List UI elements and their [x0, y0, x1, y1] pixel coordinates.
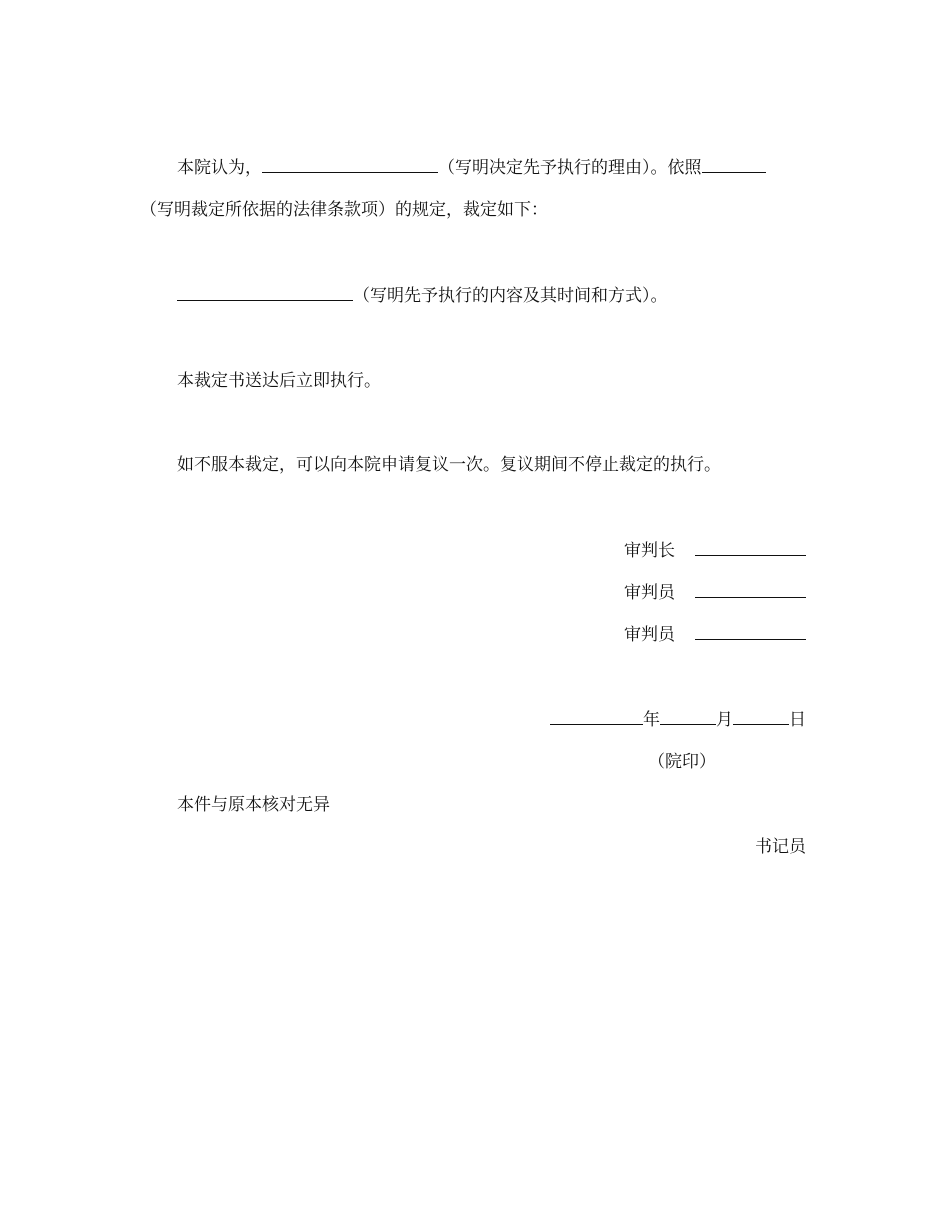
verification-text: 本件与原本核对无异	[177, 795, 330, 815]
signature-blank	[695, 623, 806, 640]
seal-text: （院印）	[648, 752, 716, 772]
signature-role: 审判长	[624, 541, 675, 561]
year-label: 年	[643, 710, 660, 730]
clerk-label	[755, 836, 806, 858]
verification-note	[177, 794, 330, 816]
signature-role: 审判员	[624, 625, 675, 645]
execution-text: 本裁定书送达后立即执行。	[177, 371, 381, 391]
reason-lead: 本院认为，	[177, 158, 262, 178]
court-seal	[648, 751, 716, 773]
law-note: （写明裁定所依据的法律条款项）的规定，裁定如下：	[140, 200, 548, 220]
reason-blank	[262, 156, 438, 173]
paragraph-reason-line2	[140, 199, 548, 221]
content-note: （写明先予执行的内容及其时间和方式）。	[353, 286, 668, 306]
signature-judge-2	[624, 623, 806, 646]
day-label: 日	[789, 710, 806, 730]
signature-blank	[695, 581, 806, 598]
signature-role: 审判员	[624, 583, 675, 603]
paragraph-review	[177, 454, 721, 476]
date-line	[550, 708, 806, 731]
month-label: 月	[716, 710, 733, 730]
signature-blank	[695, 539, 806, 556]
review-text: 如不服本裁定，可以向本院申请复议一次。复议期间不停止裁定的执行。	[177, 455, 721, 475]
paragraph-content	[177, 284, 668, 307]
signature-chief-judge	[624, 539, 806, 562]
law-blank	[702, 156, 766, 173]
clerk-text: 书记员	[755, 837, 806, 857]
day-blank	[733, 708, 789, 725]
month-blank	[660, 708, 716, 725]
content-blank	[177, 284, 353, 301]
reason-note: （写明决定先予执行的理由）。依照	[438, 158, 702, 178]
paragraph-execution	[177, 370, 381, 392]
year-blank	[550, 708, 643, 725]
signature-judge-1	[624, 581, 806, 604]
paragraph-reason-line1	[177, 156, 766, 179]
